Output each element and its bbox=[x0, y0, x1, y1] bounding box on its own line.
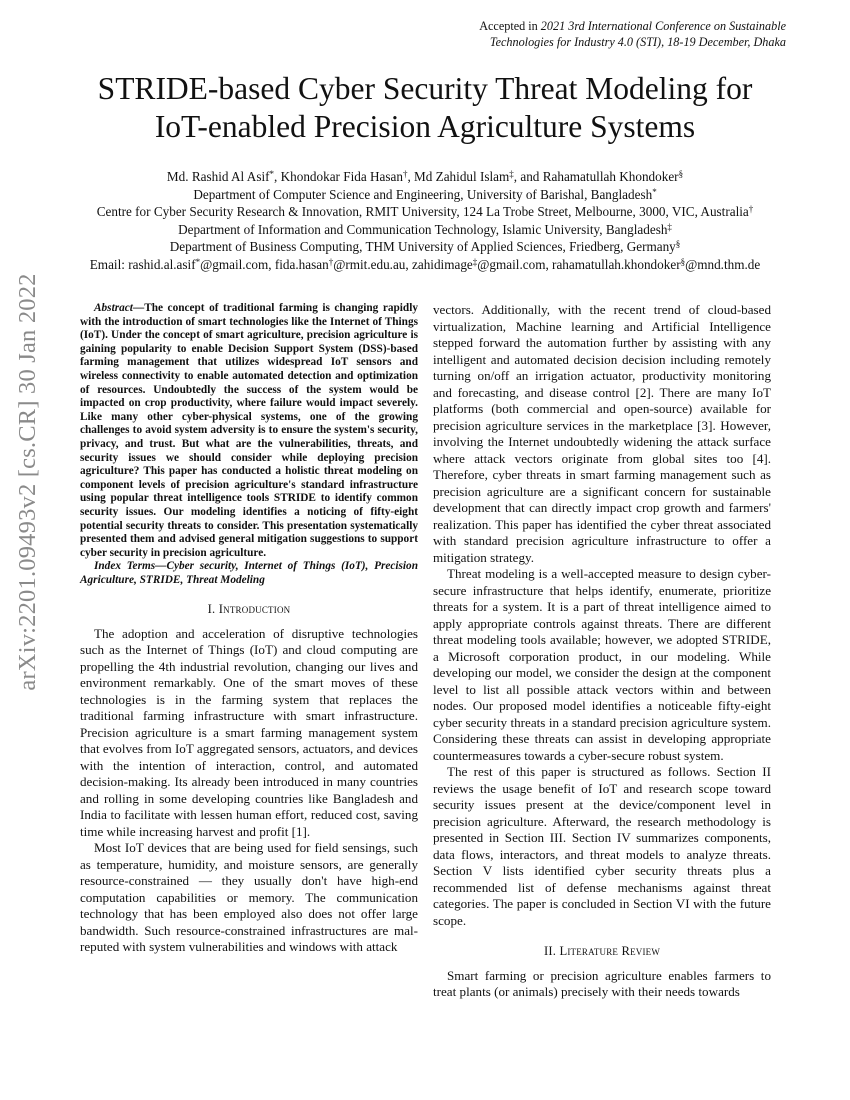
arxiv-stamp-text: arXiv:2201.09493v2 [cs.CR] 30 Jan 2022 bbox=[14, 273, 41, 691]
section-heading-literature-review: II. Literature Review bbox=[543, 944, 661, 958]
abstract-label: Abstract bbox=[94, 302, 133, 314]
paragraph: vectors. Additionally, with the recent trend of cloud-based virtualization, Machine learning and Artificial Intelligence stepped forward the automation further by assisting with any intelligent and automated decision decision including remotely turning on/off an irrigation actuator, productivity monitoring and forecasting, and disease control [2]. There are many IoT platforms (both commercial and open-source) available for precision agriculture services in the marketplace [3]. However, involving the Internet undoubtedly widening the attack surface where attack vectors originate from global sites too [4]. Therefore, cyber threats in smart farming management such as precision agriculture are a significant concern for sustainable development that can directly impact crop growth and farmers' realization. This paper has identified the cyber threat associated with standard precision agriculture infrastructure to offer a mitigation strategy. bbox=[433, 302, 771, 565]
abstract bbox=[80, 302, 418, 560]
affiliation-1: Department of Computer Science and Engineering, University of Barishal, Bangladesh* bbox=[193, 186, 657, 202]
acceptance-note bbox=[479, 18, 786, 50]
email-line: Email: rashid.al.asif*@gmail.com, fida.hasan†@rmit.edu.au, zahidimage‡@gmail.com, rahamatullah.khondoker§@mnd.thm.de bbox=[89, 256, 761, 272]
paper-title bbox=[40, 70, 810, 146]
arxiv-stamp bbox=[8, 273, 48, 691]
acceptance-line-2: Technologies for Industry 4.0 (STI), 18-19 December, Dhaka bbox=[489, 35, 786, 49]
paragraph: Threat modeling is a well-accepted measure to design cyber-secure infrastructure that helps identify, enumerate, prioritize threats for a system. It is a part of threat intelligence aimed to apply appropriate controls against threats. There are different threat modeling tools available; however, we adopted STRIDE, a Microsoft corporation product, in our modeling. While developing our model, we consider the design at the component level to list all possible attack vectors within and between nodes. Our proposed model identifies a noticeable fifty-eight cyber security threats in a standard precision agriculture system. Considering these threats can assist in developing appropriate countermeasures towards a cyber-secure robust system. bbox=[433, 566, 771, 763]
author-block bbox=[40, 168, 810, 274]
conference-name: 2021 3rd International Conference on Sustainable bbox=[540, 19, 786, 33]
affiliation-2: Centre for Cyber Security Research & Innovation, RMIT University, 124 La Trobe Street, Melbourne, 3000, VIC, Australia† bbox=[96, 204, 754, 220]
paragraph: Most IoT devices that are being used for field sensings, such as temperature, humidity, and moisture sensors, are generally resource-constrained — they usually don't have high-end computation capabilities or memory. The communication technology that has been employed also does not offer large bandwidth. Such resource-constrained infrastructures are mal-reputed with system vulnerabilities and windows with attack bbox=[80, 840, 418, 955]
left-column bbox=[80, 302, 418, 956]
affiliation-4: Department of Business Computing, THM University of Applied Sciences, Friedberg, Germany§ bbox=[169, 239, 681, 255]
acceptance-line-1: Accepted in 2021 3rd International Conference on Sustainable bbox=[479, 19, 786, 33]
paragraph: Smart farming or precision agriculture enables farmers to treat plants (or animals) precisely with their needs towards bbox=[433, 967, 771, 999]
paragraph: The rest of this paper is structured as follows. Section II reviews the usage benefit of IoT and research scope toward security issues present at the device/component level in precision agriculture. Afterward, the research methodology is presented in Section III. Section IV summarizes components, data flows, interactors, and threat models to analyze threats. Section V lists identified cyber security threats plus a recommended list of defense mechanisms against threat categories. The paper is concluded in Section VI with the future scope. bbox=[433, 764, 771, 928]
affiliation-3: Department of Information and Communication Technology, Islamic University, Bangladesh‡ bbox=[178, 221, 672, 237]
author-list: Md. Rashid Al Asif*, Khondokar Fida Hasan†, Md Zahidul Islam‡, and Rahamatullah Khondoker§ bbox=[166, 169, 684, 184]
title-line-1: STRIDE-based Cyber Security Threat Modeling for bbox=[97, 71, 753, 106]
index-terms: Index Terms—Cyber security, Internet of Things (IoT), Precision Agriculture, STRIDE, Threat Modeling bbox=[80, 560, 418, 586]
right-column bbox=[433, 302, 771, 1001]
section-heading-introduction: I. Introduction bbox=[207, 602, 291, 617]
paragraph: The adoption and acceleration of disruptive technologies such as the Internet of Things (IoT) and cloud computing are propelling the 4th industrial revolution, changing our lives and environment remarkably. One of the smart moves of these technologies is in the farming system that replaces the traditional farming infrastructure with smart infrastructure. Precision agriculture is a smart farming management system that evolves from IoT aggregated sensors, actuators, and devices with the intention of interaction, control, and automated decision-making. Its already been introduced in many countries and rolling in some developing countries like Bangladesh and India to facilitate with lessen human effort, reduced cost, saving time while increasing harvest and profit [1]. bbox=[80, 625, 418, 839]
title-line-2: IoT-enabled Precision Agriculture Systems bbox=[154, 109, 696, 144]
abstract-text: —The concept of traditional farming is changing rapidly with the introduction of smart technologies like the Internet of Things (IoT). Under the concept of smart agriculture, precision agriculture is gaining popularity to enable Decision Support System (DSS)-based farming management that utilizes widespread IoT sensors and wireless connectivity to enable automated detection and optimization of resources. Undoubtedly the success of the system would be impacted on crop productivity, where failure would impact severely. Like many other cyber-physical systems, one of the growing challenges to avoid system adversity is to ensure the system's security, privacy, and trust. But what are the vulnerabilities, threats, and security issues we should consider while deploying precision agriculture? This paper has conducted a holistic threat modeling on component levels of precision agriculture's standard infrastructure using popular threat intelligence tools STRIDE to identify common security issues. Our modeling identifies a noticing of fifty-eight potential security threats to consider. This presentation systematically presented them and advised general mitigation suggestions to support cyber security in precision agriculture. bbox=[80, 302, 418, 559]
